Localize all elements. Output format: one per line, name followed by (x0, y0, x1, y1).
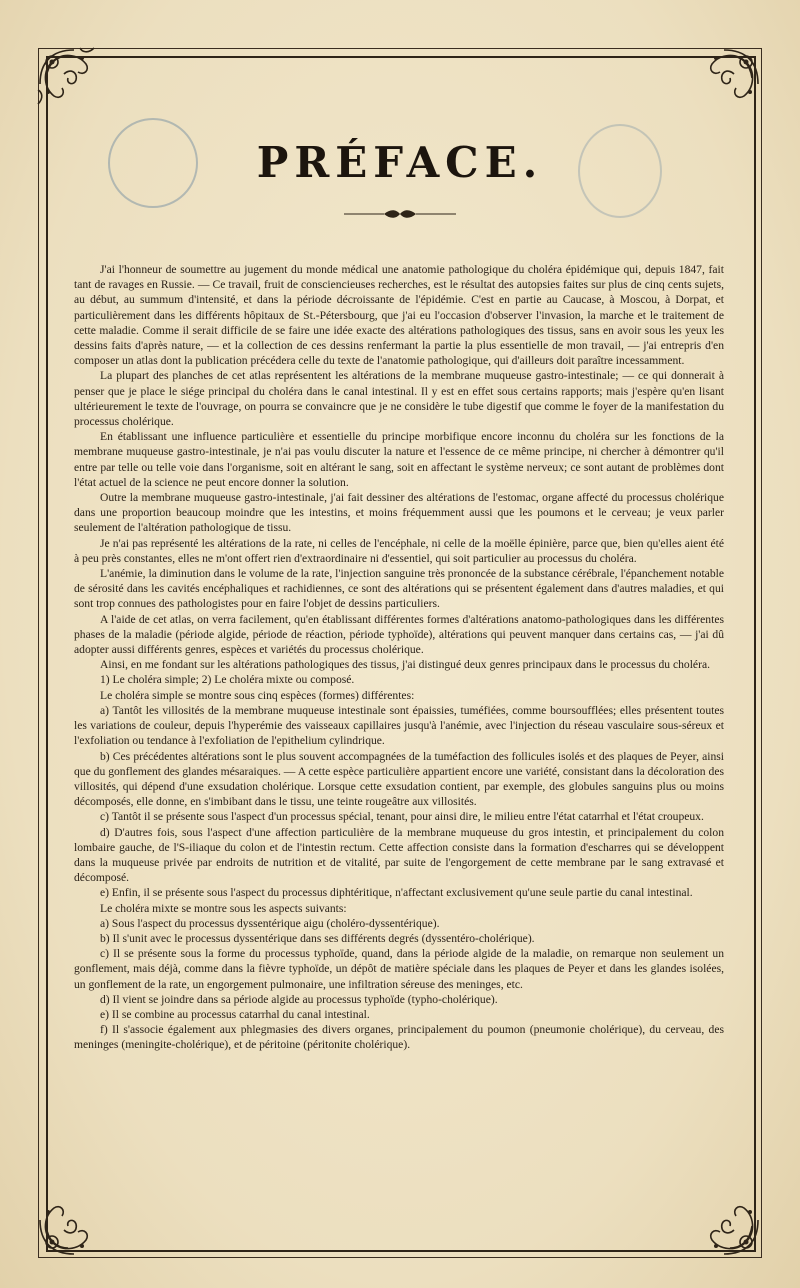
list-item: c) Tantôt il se présente sous l'aspect d'un processus spécial, tenant, pour ainsi dire, le milieu entre l'état catarrhal et l'état croupeux. (100, 810, 704, 824)
preface-body (74, 262, 724, 1053)
list-item: d) D'autres fois, sous l'aspect d'une affection particulière de la membrane muqueuse du gros intestin, et principalement du colon lombaire gauche, de l'S-iliaque du colon et de l'intestin rectum. Cette affection consiste dans la formation d'escharres qui se développent dans la muqueuse privée par endroits de nutrition et de vitalité, par suite de l'engorgement de cette membrane par le sang extravasé et décomposé. (74, 825, 724, 885)
list-item: f) Il s'associe également aux phlegmasies des divers organes, principalement du poumon (pneumonie cholérique), du cerveau, des meninges (meningite-cholérique), et de péritoine (péritonite cholérique). (74, 1023, 724, 1052)
list-item: e) Enfin, il se présente sous l'aspect du processus diphtéritique, n'affectant exclusivement qu'une seule partie du canal intestinal. (100, 886, 693, 900)
title-rule-ornament-icon (344, 208, 456, 220)
list-item: b) Il s'unit avec le processus dyssentérique dans ses différents degrés (dyssentéro-cholérique). (100, 931, 535, 945)
list-item: a) Sous l'aspect du processus dyssentérique aigu (choléro-dyssentérique). (100, 916, 440, 930)
paragraph: L'anémie, la diminution dans le volume de la rate, l'injection sanguine très prononcée de la substance cérébrale, l'épanchement notable de sérosité dans les cavités encéphaliques et rachidiennes, ce sont des altérations qui se présentent également dans d'autres maladies, et qui sont trop connues des pathologistes pour en faire l'objet de dessins particuliers. (74, 567, 724, 611)
list-item: a) Tantôt les villosités de la membrane muqueuse intestinale sont épaissies, tuméfiées, comme boursoufflées; elles présentent toutes les variations de couleur, depuis l'hyperémie des vaisseaux capillaires jusqu'à l'anémie, avec l'injection du réseau vasculaire sous-séreux et l'exfoliation ou tendance à l'exfoliation de l'epithelium cylindrique. (74, 703, 724, 748)
list-item: c) Il se présente sous la forme du processus typhoïde, quand, dans la période algide de la maladie, on remarque non seulement un gonflement, mais déjà, comme dans la fièvre typhoïde, un dépôt de matière spéciale dans les plaques de Peyer et dans les glandes isolées, un gonflement de la rate, un engorgement pulmonaire, une infiltration séreuse des meninges, etc. (74, 947, 724, 991)
paragraph: Je n'ai pas représenté les altérations de la rate, ni celles de l'encéphale, ni celle de la moëlle épinière, parce que, bien qu'elles aient été à peu près constantes, elles ne m'ont offert rien d'extraordinaire ni d'essentiel, qui soit particulier au processus du choléra. (74, 536, 724, 565)
paragraph: La plupart des planches de cet atlas représentent les altérations de la membrane muqueuse gastro-intestinale; — ce qui donnerait à penser que je place le siége principal du choléra dans le canal intestinal. Il y est en effet sous certains rapports; mais j'espère qu'en lisant ultérieurement le texte de l'ouvrage, on pourra se convaincre que je ne considère le tube digestif que comme le foyer de la manifestation du processus cholérique. (74, 369, 724, 429)
paragraph: A l'aide de cet atlas, on verra facilement, qu'en établissant différentes formes d'altérations anatomo-pathologiques dans les différentes phases de la maladie (période algide, période de réaction, période typhoïde), altérations qui peuvent manquer dans certains cas, — j'ai dû adopter aussi différents genres, espèces et variétés du processus cholérique. (74, 612, 724, 657)
paragraph: Le choléra mixte se montre sous les aspects suivants: (100, 901, 347, 915)
corner-ornament-icon (692, 1188, 764, 1260)
corner-ornament-icon (34, 1188, 106, 1260)
paragraph: En établissant une influence particulière et essentielle du principe morbifique encore inconnu du choléra sur les fonctions de la membrane muqueuse gastro-intestinale, je n'ai pas voulu discuter la nature et l'essence de ce même principe, ni chercher à démontrer qu'il entre par telle ou telle voie dans l'organisme, soit en altérant le sang, soit en affectant le système nerveux; ce sont autant de problèmes dont l'état actuel de la science ne peut encore donner la solution. (74, 430, 724, 489)
paragraph: Ainsi, en me fondant sur les altérations pathologiques des tissus, j'ai distingué deux genres principaux dans le processus du choléra. (100, 658, 710, 672)
page-title: PRÉFACE. (256, 138, 544, 187)
list-item: d) Il vient se joindre dans sa période algide au processus typhoïde (typho-cholérique). (100, 992, 498, 1006)
corner-ornament-icon (692, 44, 764, 116)
list-item: e) Il se combine au processus catarrhal du canal intestinal. (100, 1007, 370, 1021)
paragraph: J'ai l'honneur de soumettre au jugement du monde médical une anatomie pathologique du choléra épidémique qui, depuis 1847, fait tant de ravages en Russie. — Ce travail, fruit de consciencieuses recherches, est le résultat des autopsies faites sur plus de cinq cents sujets, au début, au summum d'intensité, et dans la période décroissante de l'épidémie. C'est en partie au Caucase, à Moscou, à Dorpat, et particulièrement dans les différents hôpitaux de St.-Pétersbourg, que j'ai eu l'occasion d'observer l'invasion, la marche et le traitement de cette maladie. Comme il serait difficile de se faire une idée exacte des altérations pathologiques des tissus, sans en avoir sous les yeux les dessins faits d'après nature, — et la collection de ces dessins renfermant la partie la plus essentielle de mon travail, — j'ai entrepris d'en composer un atlas dont la publication précédera celle du texte de l'anatomie pathologique, qui d'ailleurs doit paraître incessamment. (74, 263, 724, 368)
corner-ornament-icon (34, 44, 106, 116)
paragraph: Outre la membrane muqueuse gastro-intestinale, j'ai fait dessiner des altérations de l'estomac, organe affecté du processus cholérique dans une proportion beaucoup moindre que les intestins, et moins fréquemment aussi que les poumons et le cerveau; je veux parler seulement de l'altération pathologique de tissu. (74, 491, 724, 535)
paragraph: 1) Le choléra simple; 2) Le choléra mixte ou composé. (100, 673, 355, 687)
list-item: b) Ces précédentes altérations sont le plus souvent accompagnées de la tuméfaction des follicules isolés et des plaques de Peyer, ainsi que du gonflement des glandes mésaraiques. — A cette espèce particulière appartient encore une variété, consistant dans la décoloration des villosités, qui dépend d'une exsudation cholérique. Lorsque cette exsudation contient, par exemple, des globules sanguins plus ou moins décomposés, elle donne, en s'imbibant dans le tissu, une teinte rougeâtre aux villosités. (74, 749, 724, 809)
paragraph: Le choléra simple se montre sous cinq espèces (formes) différentes: (100, 688, 415, 702)
